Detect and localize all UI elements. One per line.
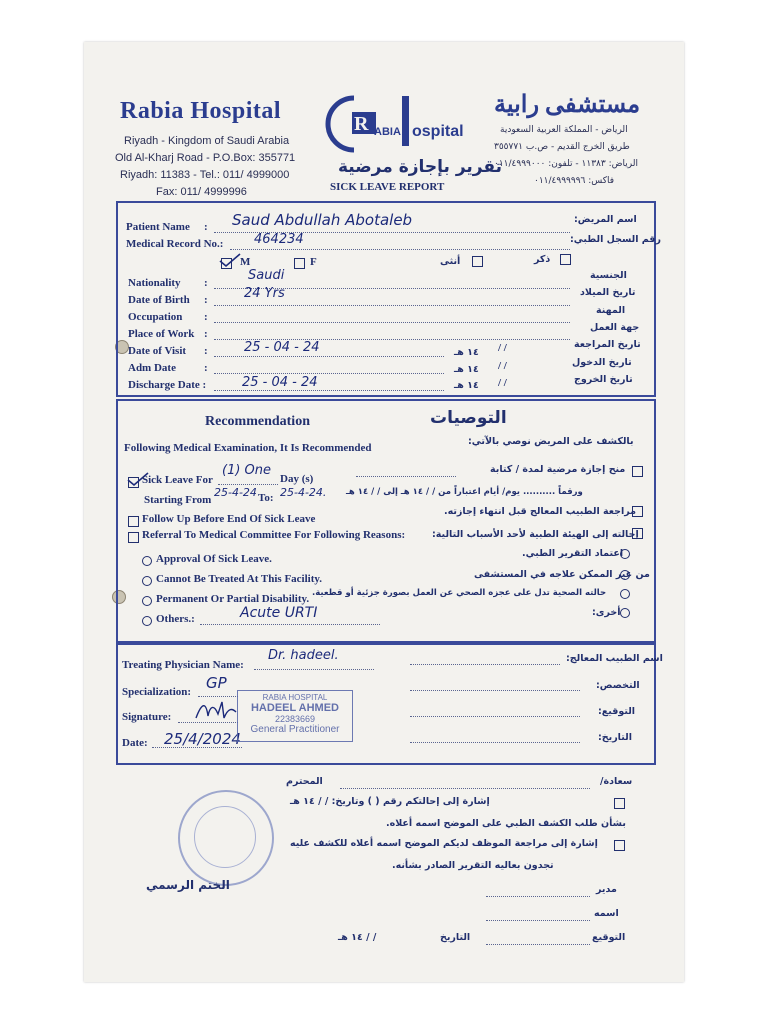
days-range-ar: ورقماً .......... يوم/ أيام اعتباراً من / / ١٤ هـ إلى / / ١٤ هـ <box>346 487 583 497</box>
report-title-en: SICK LEAVE REPORT <box>330 181 445 193</box>
label-ar-discharge: تاريخ الخروج <box>574 374 633 385</box>
footer-line-1: إشارة إلى إحالتكم رقم ( ) وتاريخ: / / ١٤ هـ <box>290 796 490 807</box>
label-date: Date: <box>122 737 148 749</box>
footer-dear: سعادة/ <box>600 776 633 787</box>
gender-f-ar-label: أنثى <box>440 256 461 267</box>
field-line <box>214 305 570 306</box>
label-ar-adm: تاريخ الدخول <box>572 357 632 368</box>
address-line-en: Riyadh - Kingdom of Saudi Arabia <box>124 135 290 147</box>
discharge-date-value[interactable]: 25 - 04 - 24 <box>242 375 318 390</box>
option-approval-label-ar: اعتماد التقرير الطبي. <box>522 548 624 559</box>
footer-date-tail: / / ١٤ هـ <box>338 932 377 943</box>
hijri-suffix: ١٤ هـ <box>454 380 479 391</box>
field-line <box>200 624 380 625</box>
label-discharge-date: Discharge Date : <box>128 379 207 391</box>
option-disability-ar-radio[interactable] <box>620 589 630 599</box>
followup-label: Follow Up Before End Of Sick Leave <box>142 513 316 525</box>
label-ar-patient-name: اسم المريض: <box>574 214 637 225</box>
physician-stamp <box>237 690 353 742</box>
field-line <box>410 716 580 717</box>
date-slashes: / / <box>498 377 507 389</box>
footer-line-4: تجدون بعاليه التقرير الصادر بشأنه. <box>392 860 554 871</box>
nationality-value[interactable]: Saudi <box>248 268 285 283</box>
option-others-ar-radio[interactable] <box>620 608 630 618</box>
field-line <box>410 664 560 665</box>
address-line-ar: الرياض - المملكة العربية السعودية <box>500 125 628 135</box>
gender-m-ar-checkbox[interactable] <box>560 254 571 265</box>
label-record-no: Medical Record No.: <box>126 238 224 250</box>
colon: : <box>204 221 208 233</box>
recommendation-title-en: Recommendation <box>205 414 310 429</box>
days-label: Day (s) <box>280 473 314 485</box>
label-ar-record-no: رقم السجل الطبي: <box>570 234 661 245</box>
footer-name: اسمه <box>594 908 619 919</box>
address-line-en: Riyadh: 11383 - Tel.: 011/ 4999000 <box>120 169 290 181</box>
official-round-stamp <box>178 790 274 886</box>
physician-date-value[interactable]: 25/4/2024 <box>164 730 241 748</box>
option-cannot-treat-label: Cannot Be Treated At This Facility. <box>156 573 323 585</box>
option-others-label: Others.: <box>156 613 195 625</box>
field-line <box>486 944 590 945</box>
gender-m-label: M <box>240 256 251 268</box>
others-value[interactable]: Acute URTI <box>240 605 318 621</box>
label-specialization: Specialization: <box>122 686 192 698</box>
physician-name-value[interactable]: Dr. hadeel. <box>268 648 339 663</box>
footer-review-checkbox[interactable] <box>614 840 625 851</box>
check-mark-icon <box>218 252 242 268</box>
footer-respected: المحترم <box>286 776 323 787</box>
label-ar-date: التاريخ: <box>598 732 632 743</box>
dob-value[interactable]: 24 Yrs <box>244 286 285 301</box>
footer-director: مدير <box>596 884 617 895</box>
followup-checkbox[interactable] <box>128 516 139 527</box>
field-line <box>486 920 590 921</box>
svg-text:R: R <box>354 113 369 135</box>
footer-line-3: إشارة إلى مراجعة الموظف لديكم الموضح اسمه أعلاه للكشف عليه <box>290 838 598 849</box>
field-line <box>410 690 580 691</box>
label-date-of-visit: Date of Visit <box>128 345 187 357</box>
hospital-name-ar: مستشفى رابية <box>494 92 641 118</box>
report-title-ar: تقرير بإجازة مرضية <box>338 157 502 177</box>
field-line <box>254 669 374 670</box>
label-ar-dob: تاريخ الميلاد <box>580 287 636 298</box>
gender-f-label: F <box>310 256 317 268</box>
hijri-suffix: ١٤ هـ <box>454 347 479 358</box>
label-ar-nationality: الجنسية <box>590 270 627 281</box>
field-line <box>214 322 570 323</box>
label-adm-date: Adm Date <box>128 362 176 374</box>
footer-line-2: بشأن طلب الكشف الطبي على الموضح اسمه أعلاه. <box>386 818 626 829</box>
field-line <box>218 484 278 485</box>
field-line <box>214 390 444 391</box>
date-slashes: / / <box>498 360 507 372</box>
to-label: To: <box>258 492 274 504</box>
stamp-line: RABIA HOSPITAL <box>262 693 328 702</box>
option-others-radio[interactable] <box>142 616 152 626</box>
sick-leave-ar-checkbox[interactable] <box>632 466 643 477</box>
option-cannot-treat-label-ar: من غير الممكن علاجه في المستشفى <box>474 569 650 580</box>
address-line-ar: فاكس: ٠١١/٤٩٩٩٩٩٦ <box>534 176 615 186</box>
label-ar-occupation: المهنة <box>596 305 626 316</box>
label-patient-name: Patient Name <box>126 221 190 233</box>
official-stamp-label: الختم الرسمي <box>146 878 230 892</box>
colon: : <box>204 277 208 289</box>
followup-ar-checkbox[interactable] <box>632 506 643 517</box>
field-line <box>340 788 590 789</box>
address-line-en: Old Al-Kharj Road - P.O.Box: 355771 <box>115 152 296 164</box>
label-ar-physician: اسم الطبيب المعالج: <box>566 653 663 664</box>
followup-label-ar: مراجعة الطبيب المعالج قبل انتهاء إجازته. <box>444 506 637 517</box>
stamp-inner-ring <box>194 806 256 868</box>
option-disability-label-ar: حالته الصحية تدل على عجزه الصحي عن العمل بصورة جزئية أو قطعية. <box>312 588 607 598</box>
option-cannot-treat-ar-radio[interactable] <box>620 570 630 580</box>
referral-ar-checkbox[interactable] <box>632 528 643 539</box>
footer-date: التاريخ <box>440 932 471 943</box>
specialization-value[interactable]: GP <box>206 674 227 692</box>
stamp-line: General Practitioner <box>250 724 340 735</box>
option-approval-ar-radio[interactable] <box>620 549 630 559</box>
visit-date-value[interactable]: 25 - 04 - 24 <box>244 340 320 355</box>
option-disability-radio[interactable] <box>142 596 152 606</box>
referral-checkbox[interactable] <box>128 532 139 543</box>
colon: : <box>204 311 208 323</box>
label-ar-signature: التوقيع: <box>598 706 636 717</box>
logo-text-left: ABIA <box>374 126 401 138</box>
colon: : <box>204 362 208 374</box>
recommendation-intro-ar: بالكشف على المريض نوصي بالآتي: <box>468 436 634 447</box>
referral-label-ar: إحالته إلى الهيئة الطبية لأحد الأسباب التالية: <box>432 529 639 540</box>
logo-text-right: ospital <box>412 123 464 140</box>
end-date-value[interactable]: 25-4-24. <box>280 486 327 499</box>
start-date-value[interactable]: 25-4-24 <box>214 486 257 499</box>
footer-signature: التوقيع <box>592 932 626 943</box>
label-place-of-work: Place of Work <box>128 328 195 340</box>
colon: : <box>204 345 208 357</box>
hospital-name-en: Rabia Hospital <box>120 98 282 124</box>
hijri-suffix: ١٤ هـ <box>454 364 479 375</box>
option-approval-label: Approval Of Sick Leave. <box>156 553 272 565</box>
field-line <box>486 896 590 897</box>
label-ar-place-of-work: جهة العمل <box>590 322 640 333</box>
label-dob: Date of Birth <box>128 294 190 306</box>
gender-f-checkbox[interactable] <box>294 258 305 269</box>
referral-label: Referral To Medical Committee For Following Reasons: <box>142 529 406 541</box>
label-ar-specialization: التخصص: <box>596 680 640 691</box>
patient-name-value[interactable]: Saud Abdullah Abotaleb <box>232 211 413 229</box>
colon: : <box>204 294 208 306</box>
field-line <box>230 249 570 250</box>
field-line <box>214 356 444 357</box>
field-line <box>214 373 444 374</box>
sick-leave-label-ar: منح إجازة مرضية لمدة / كتابة <box>490 464 626 475</box>
colon: : <box>204 328 208 340</box>
option-approval-radio[interactable] <box>142 556 152 566</box>
recommendation-title-ar: التوصيات <box>430 408 507 428</box>
footer-referral-checkbox[interactable] <box>614 798 625 809</box>
field-line <box>356 476 456 477</box>
field-line <box>198 696 238 697</box>
signature-scribble <box>192 698 240 724</box>
address-line-en: Fax: 011/ 4999996 <box>156 186 247 198</box>
starting-from-label: Starting From <box>144 494 212 506</box>
gender-f-ar-checkbox[interactable] <box>472 256 483 267</box>
gender-m-ar-label: ذكر <box>534 254 551 265</box>
stamp-line: HADEEL AHMED <box>250 702 339 714</box>
label-signature: Signature: <box>122 711 172 723</box>
address-line-ar: طريق الخرج القديم - ص.ب ٣٥٥٧٧١ <box>494 142 630 152</box>
option-others-label-ar: أخرى: <box>592 607 621 618</box>
recommendation-intro-en: Following Medical Examination, It Is Recommended <box>124 442 372 454</box>
option-cannot-treat-radio[interactable] <box>142 576 152 586</box>
option-disability-label: Permanent Or Partial Disability. <box>156 593 310 605</box>
sick-leave-label: Sick Leave For <box>142 474 213 486</box>
sick-leave-days-value[interactable]: (1) One <box>222 463 272 478</box>
label-occupation: Occupation <box>128 311 183 323</box>
address-line-ar: الرياض: ١١٣٨٣ - تلفون: ٠١١/٤٩٩٩٠٠٠ <box>494 159 638 169</box>
label-nationality: Nationality <box>128 277 181 289</box>
label-ar-visit: تاريخ المراجعة <box>574 339 641 350</box>
label-physician-name: Treating Physician Name: <box>122 659 244 671</box>
record-no-value[interactable]: 464234 <box>254 232 304 247</box>
stamp-line: 22383669 <box>274 714 316 724</box>
field-line <box>410 742 580 743</box>
date-slashes: / / <box>498 342 507 354</box>
